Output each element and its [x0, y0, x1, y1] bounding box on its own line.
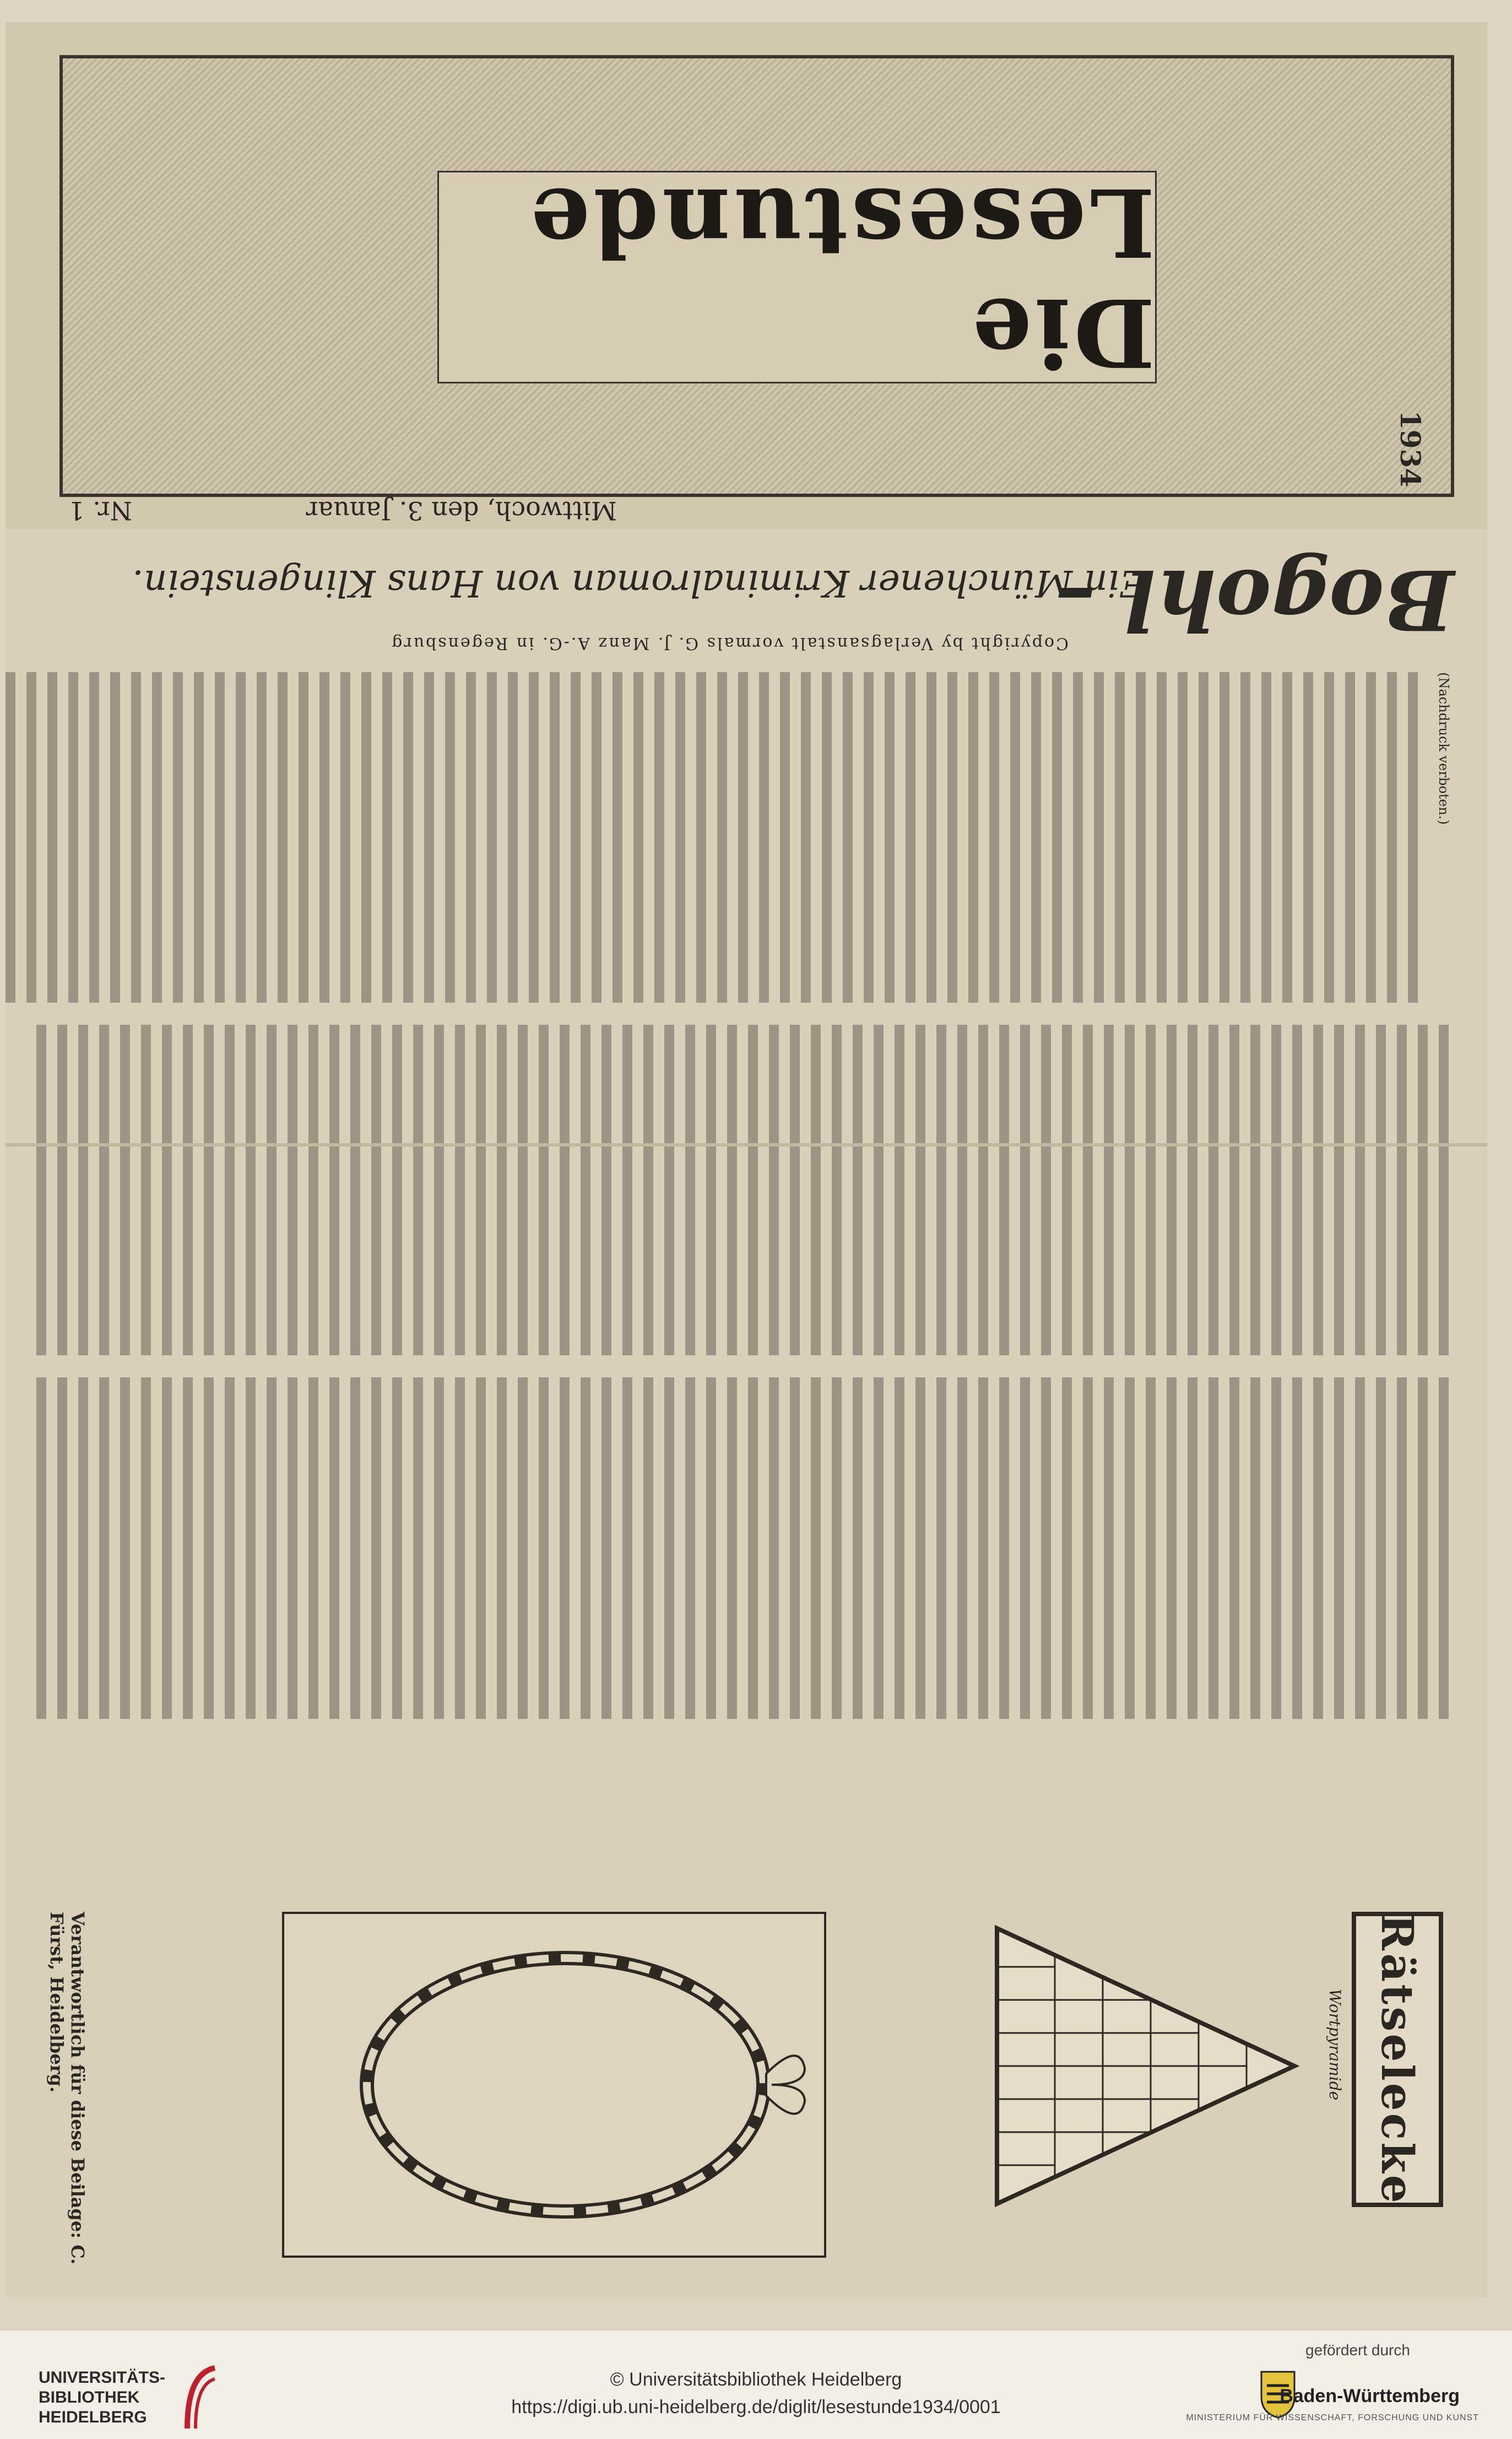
word-pyramid-grid [975, 1912, 1305, 2220]
article-copyright: Copyright by Verlagsanstalt vormals G. J. Manz A.-G. in Regensburg [390, 634, 1069, 653]
article-column-1 [33, 672, 1454, 1003]
puzzle-header [1352, 1912, 1443, 2207]
masthead [6, 22, 1487, 529]
pyramid-label: Wortpyramide [1326, 1989, 1344, 2101]
source-url[interactable]: https://digi.ub.uni-heidelberg.de/diglit/lesestunde1934/0001 [511, 2397, 1001, 2418]
masthead-title: Die Lesestunde [527, 167, 1155, 387]
article-text-2 [33, 1025, 1454, 1355]
masthead-title-box [437, 167, 1157, 387]
copyright-text: © Universitätsbibliothek Heidelberg [610, 2369, 902, 2390]
masthead-year: 1934 [1394, 410, 1427, 488]
article-text-3 [33, 1377, 1454, 1719]
article-note: (Nachdruck verboten.) [1436, 672, 1451, 825]
article-column-2 [33, 1025, 1454, 1355]
funder-subtitle: MINISTERIUM FÜR WISSENSCHAFT, FORSCHUNG UND KUNST [1186, 2413, 1479, 2422]
issue-info [55, 496, 1443, 529]
issue-date: Mittwoch, den 3. Januar [306, 496, 617, 526]
library-name: UNIVERSITÄTS- BIBLIOTHEK HEIDELBERG [39, 2368, 166, 2426]
page-fold [6, 1143, 1487, 1147]
digitization-footer [0, 2330, 1512, 2439]
funder-name: Baden-Württemberg [1280, 2386, 1460, 2406]
rotated-sheet [6, 22, 1487, 2297]
puzzle-header-text: Rätselecke [1372, 1913, 1423, 2205]
article-headline: Bogohl – [1054, 551, 1454, 648]
issue-number: Nr. 1 [68, 496, 132, 526]
article-subtitle: Ein Münchener Kriminalroman von Hans Klingenstein. [132, 562, 1146, 604]
article-text-1 [2, 672, 1423, 1003]
article-headline-block [33, 551, 1454, 656]
wreath-puzzle [282, 1912, 826, 2258]
article-column-3 [33, 1377, 1454, 1719]
funded-by-label: gefördert durch [1305, 2341, 1410, 2359]
puzzle-credit: Verantwortlich für diese Beilage: C. Fürst, Heidelberg. [46, 1912, 88, 2265]
